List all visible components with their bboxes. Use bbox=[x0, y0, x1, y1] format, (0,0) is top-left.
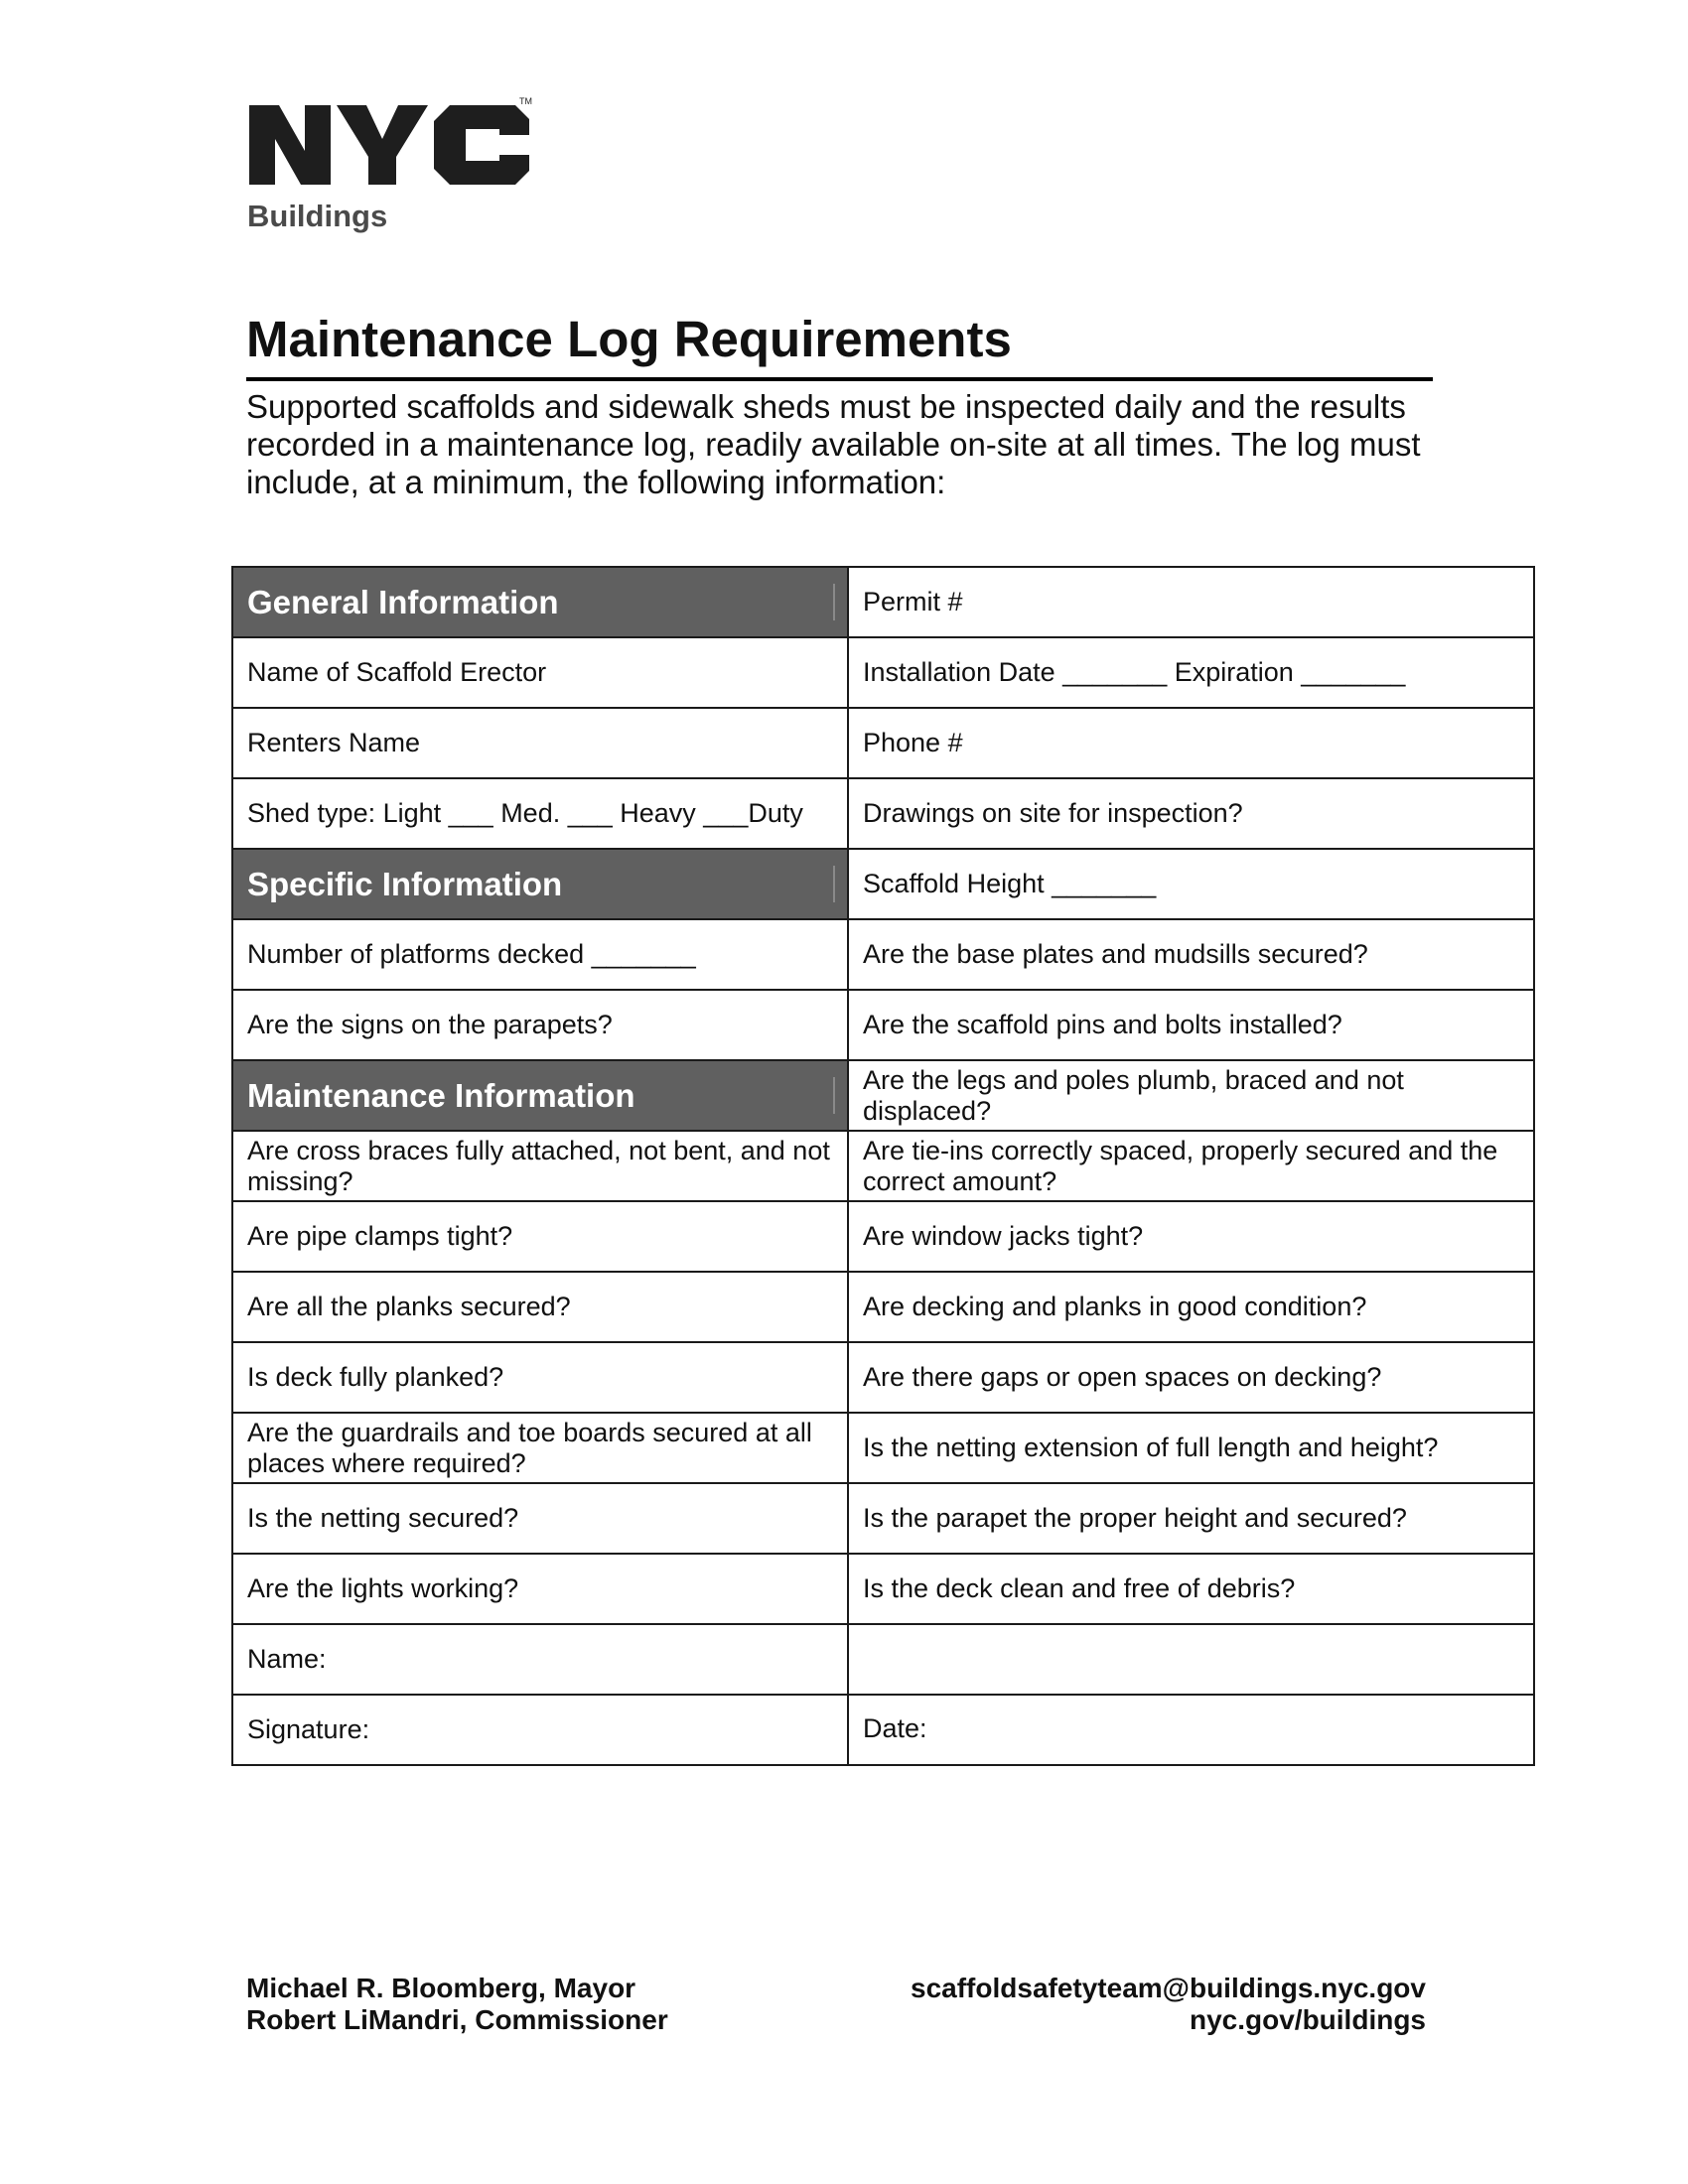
table-row bbox=[232, 849, 1534, 919]
table-cell: Shed type: Light ___ Med. ___ Heavy ___Duty bbox=[232, 778, 848, 849]
footer-email: scaffoldsafetyteam@buildings.nyc.gov bbox=[911, 1973, 1426, 2003]
table-cell: Renters Name bbox=[232, 708, 848, 778]
table-row bbox=[232, 1554, 1534, 1624]
section-header-maintenance: Maintenance Information bbox=[232, 1060, 848, 1131]
table-cell: Are the signs on the parapets? bbox=[232, 990, 848, 1060]
name-field-blank bbox=[848, 1624, 1534, 1695]
table-row bbox=[232, 1131, 1534, 1201]
name-field-label: Name: bbox=[232, 1624, 848, 1695]
table-cell: Is the parapet the proper height and secured? bbox=[848, 1483, 1534, 1554]
table-row bbox=[232, 637, 1534, 708]
table-cell: Is the deck clean and free of debris? bbox=[848, 1554, 1534, 1624]
table-cell: Phone # bbox=[848, 708, 1534, 778]
table-cell: Name of Scaffold Erector bbox=[232, 637, 848, 708]
table-cell: Is the netting secured? bbox=[232, 1483, 848, 1554]
table-cell: Are the base plates and mudsills secured? bbox=[848, 919, 1534, 990]
table-row bbox=[232, 1060, 1534, 1131]
signature-field-label: Signature: bbox=[232, 1695, 848, 1765]
table-cell: Are decking and planks in good condition? bbox=[848, 1272, 1534, 1342]
footer-contact bbox=[911, 1973, 1426, 2036]
table-cell: Are the lights working? bbox=[232, 1554, 848, 1624]
nyc-buildings-logo bbox=[245, 95, 543, 244]
footer-website: nyc.gov/buildings bbox=[1189, 2004, 1426, 2035]
table-row bbox=[232, 1272, 1534, 1342]
table-row bbox=[232, 919, 1534, 990]
svg-text:TM: TM bbox=[519, 96, 532, 106]
table-cell: Are the guardrails and toe boards secured at all places where required? bbox=[232, 1413, 848, 1483]
table-cell: Are pipe clamps tight? bbox=[232, 1201, 848, 1272]
table-cell: Scaffold Height _______ bbox=[848, 849, 1534, 919]
table-cell: Are window jacks tight? bbox=[848, 1201, 1534, 1272]
section-header-specific: Specific Information bbox=[232, 849, 848, 919]
footer-mayor: Michael R. Bloomberg, Mayor bbox=[246, 1973, 636, 2003]
footer-officials bbox=[246, 1973, 668, 2036]
table-row bbox=[232, 567, 1534, 637]
logo-subtitle: Buildings bbox=[247, 199, 388, 233]
table-row bbox=[232, 1201, 1534, 1272]
table-row bbox=[232, 778, 1534, 849]
page-title: Maintenance Log Requirements bbox=[246, 308, 1433, 381]
table-row bbox=[232, 1695, 1534, 1765]
footer-commissioner: Robert LiMandri, Commissioner bbox=[246, 2004, 668, 2035]
date-field-label: Date: bbox=[848, 1695, 1534, 1765]
table-cell: Are there gaps or open spaces on decking? bbox=[848, 1342, 1534, 1413]
table-row bbox=[232, 1624, 1534, 1695]
table-cell: Are all the planks secured? bbox=[232, 1272, 848, 1342]
nyc-logo-mark bbox=[245, 95, 533, 195]
table-cell: Permit # bbox=[848, 567, 1534, 637]
table-cell: Drawings on site for inspection? bbox=[848, 778, 1534, 849]
table-cell: Are the scaffold pins and bolts installed? bbox=[848, 990, 1534, 1060]
table-cell: Are cross braces fully attached, not bent, and not missing? bbox=[232, 1131, 848, 1201]
table-cell: Is deck fully planked? bbox=[232, 1342, 848, 1413]
table-row bbox=[232, 1413, 1534, 1483]
table-row bbox=[232, 708, 1534, 778]
intro-paragraph: Supported scaffolds and sidewalk sheds must be inspected daily and the results recorded in a maintenance log, readily available on-site at all times. The log must include, at a minimum, the following information: bbox=[246, 388, 1421, 500]
table-cell: Number of platforms decked _______ bbox=[232, 919, 848, 990]
table-row bbox=[232, 1342, 1534, 1413]
maintenance-log-table bbox=[231, 566, 1535, 1766]
table-row bbox=[232, 990, 1534, 1060]
table-cell: Are tie-ins correctly spaced, properly secured and the correct amount? bbox=[848, 1131, 1534, 1201]
table-row bbox=[232, 1483, 1534, 1554]
table-cell: Is the netting extension of full length and height? bbox=[848, 1413, 1534, 1483]
table-cell: Are the legs and poles plumb, braced and not displaced? bbox=[848, 1060, 1534, 1131]
section-header-general: General Information bbox=[232, 567, 848, 637]
table-cell: Installation Date _______ Expiration _______ bbox=[848, 637, 1534, 708]
